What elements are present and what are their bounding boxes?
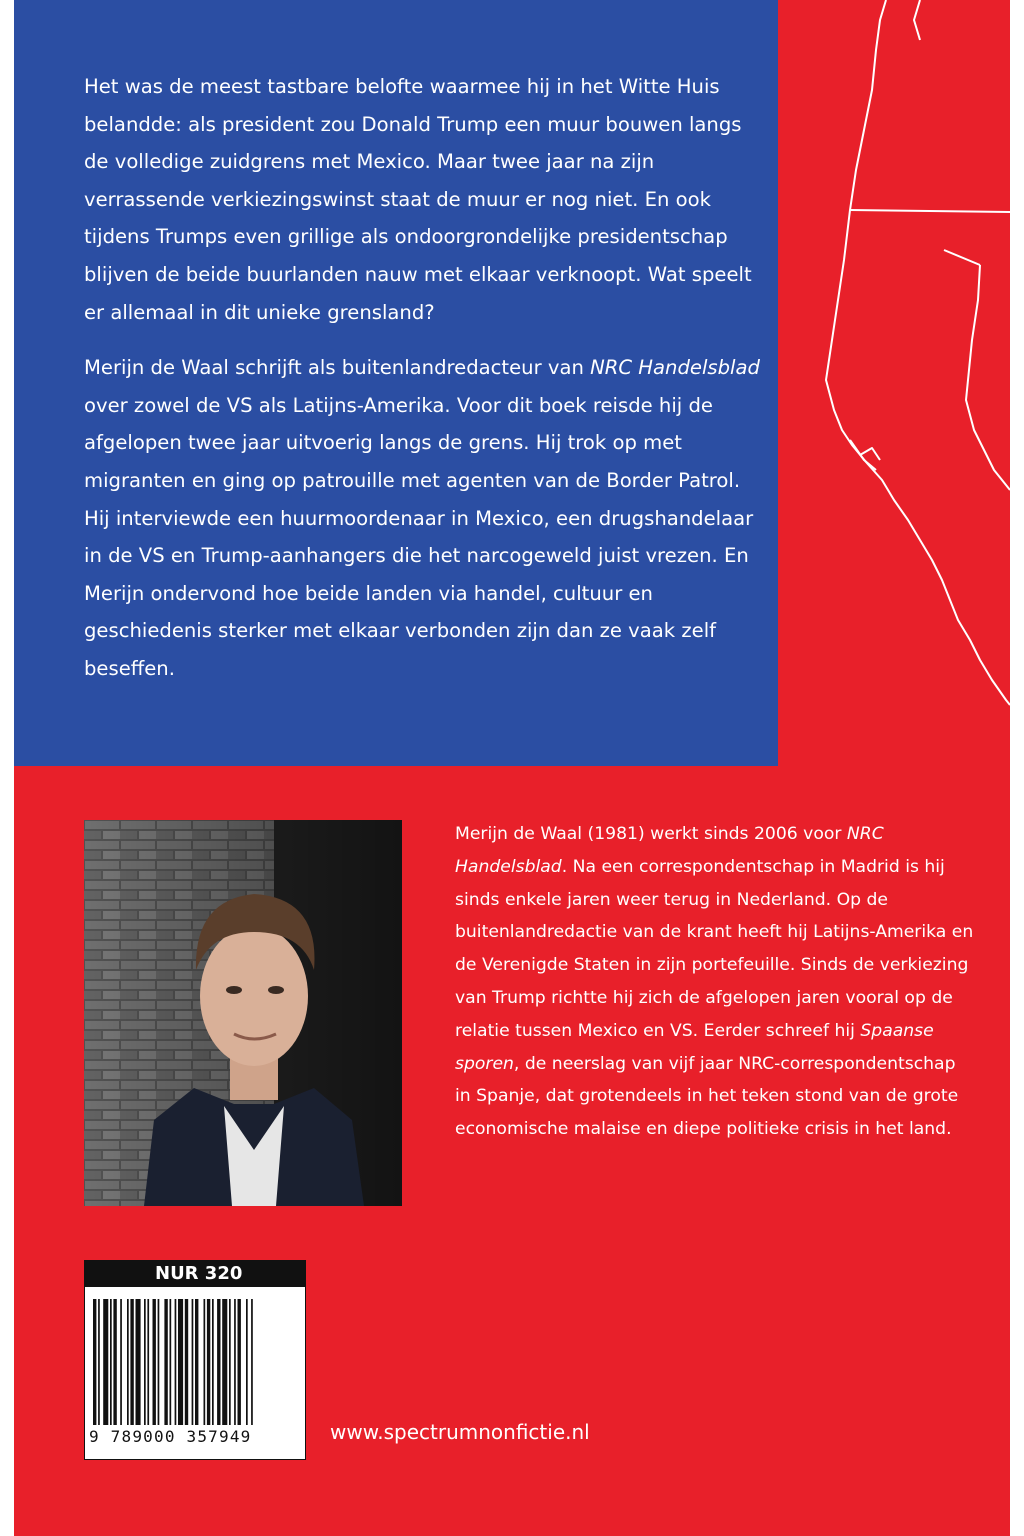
blurb-paragraph-1: Het was de meest tastbare belofte waarmee hij in het Witte Huis belandde: als president zou Donald Trump een muur bouwen langs de volledige zuidgrens met Mexico. Maar twee jaar na zijn verrassende verkiezingswinst staat de muur er nog niet. En ook tijdens Trumps even grillige als ondoorgrondelijke presidentschap blijven de beide buurlanden nauw met elkaar verknoopt. Wat speelt er allemaal in dit unieke grensland?	[84, 75, 752, 324]
author-bio-text	[455, 818, 975, 1146]
newspaper-name: NRC Handelsblad	[590, 356, 760, 380]
isbn-number: 9 789000 357949	[89, 1427, 252, 1446]
author-photo	[84, 820, 402, 1206]
blurb-p2-rest: over zowel de VS als Latijns-Amerika. Voor dit boek reisde hij de afgelopen twee jaar uitvoerig langs de grens. Hij trok op met migranten en ging op patrouille met agenten van de Border Patrol. Hij interviewde een huurmoordenaar in Mexico, een drugshandelaar in de VS en Trump-aanhangers die het narcogeweld juist vrezen. En Merijn ondervond hoe beide landen via handel, cultuur en geschiedenis sterker met elkaar verbonden zijn dan ze vaak zelf beseffen.	[84, 393, 754, 680]
barcode-icon	[91, 1299, 299, 1425]
bio-part-1: Merijn de Waal (1981) werkt sinds 2006 voor	[455, 824, 847, 844]
nur-code: NUR 320	[85, 1261, 305, 1287]
blurb-p2-start: Merijn de Waal schrijft als buitenlandredacteur van	[84, 356, 591, 380]
bio-part-3: , de neerslag van vijf jaar NRC-correspondentschap in Spanje, dat grotendeels in het teken stond van de grote economische malaise en diepe politieke crisis in het land.	[455, 1053, 959, 1140]
publisher-website: www.spectrumnonfictie.nl	[330, 1420, 590, 1444]
blurb-paragraph-2	[84, 349, 764, 687]
barcode-block	[84, 1260, 306, 1460]
book-back-cover	[14, 0, 1010, 1536]
bio-newspaper-name: NRC Handelsblad	[455, 824, 884, 877]
blurb-panel	[14, 0, 778, 766]
previous-book-title: Spaanse sporen	[455, 1020, 934, 1074]
bio-part-2: . Na een correspondentschap in Madrid is hij sinds enkele jaren weer terug in Nederland. Op de buitenlandredactie van de krant heeft hij Latijns-Amerika en de Verenigde Staten in zijn portefeuille. Sinds de verkiezing van Trump richtte hij zich de afgelopen jaren vooral op de relatie tussen Mexico en VS. Eerder schreef hij	[455, 856, 974, 1041]
blurb-text	[84, 68, 764, 706]
author-bio	[455, 818, 975, 1146]
